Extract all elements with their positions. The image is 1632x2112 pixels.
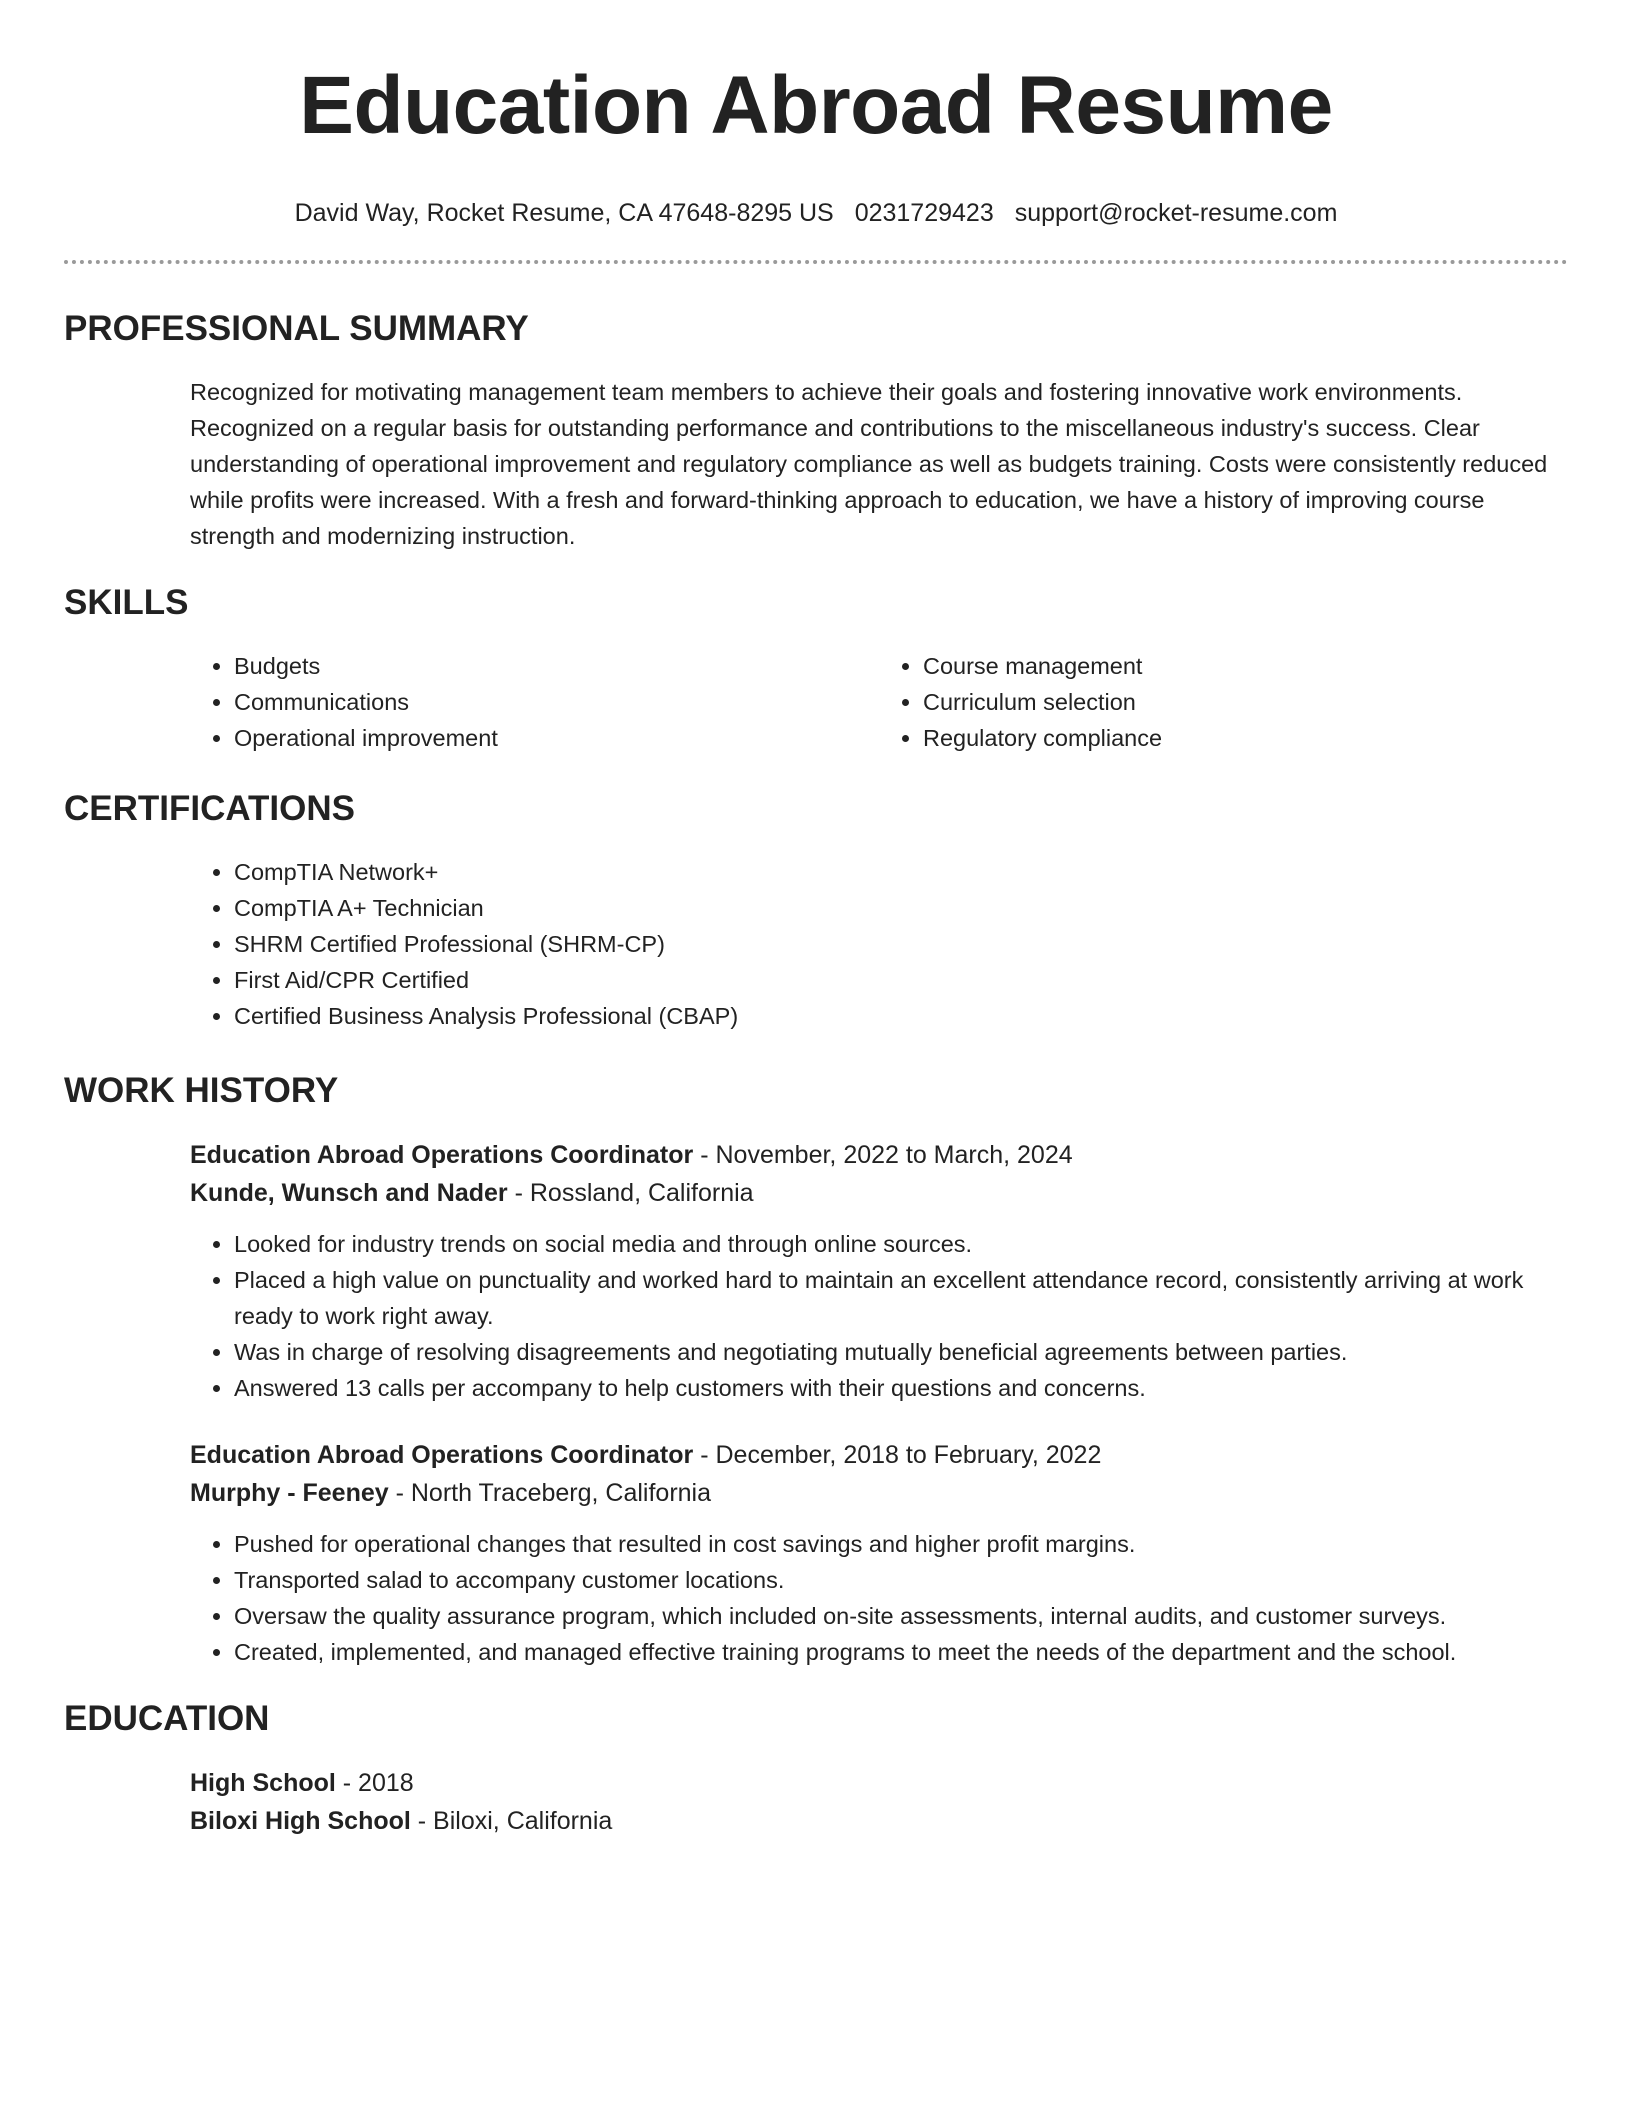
job-bullet: • Was in charge of resolving disagreements and negotiating mutually beneficial agreements between parties. [234, 1334, 1568, 1370]
job-bullet: • Oversaw the quality assurance program, which included on-site assessments, internal audits, and customer surveys. [234, 1598, 1568, 1634]
education-school: Biloxi High School [190, 1807, 411, 1835]
skill-item: • Communications [234, 684, 879, 720]
skill-item: • Regulatory compliance [923, 720, 1568, 756]
job-bullets [190, 1226, 1568, 1406]
job-entry [190, 1136, 1568, 1406]
education-section [64, 1698, 1568, 1840]
contact-phone: 0231729423 [854, 199, 994, 227]
skills-right-list [879, 648, 1568, 756]
certifications-section [64, 788, 1568, 1034]
certification-item: • CompTIA A+ Technician [234, 890, 1568, 926]
certification-item: • Certified Business Analysis Professional (CBAP) [234, 998, 1568, 1034]
summary-heading: PROFESSIONAL SUMMARY [64, 309, 529, 348]
work-history-section [64, 1070, 1568, 1670]
certification-item: • CompTIA Network+ [234, 854, 1568, 890]
contact-email: support@rocket-resume.com [1014, 199, 1338, 227]
job-title: Education Abroad Operations Coordinator [190, 1441, 694, 1469]
education-heading: EDUCATION [64, 1699, 270, 1738]
skill-item: • Operational improvement [234, 720, 879, 756]
certifications-list [190, 854, 1568, 1034]
certification-item: • SHRM Certified Professional (SHRM-CP) [234, 926, 1568, 962]
education-year: - 2018 [335, 1769, 414, 1797]
resume-title: Education Abroad Resume [299, 60, 1333, 151]
job-location: - North Traceberg, California [388, 1479, 712, 1507]
education-school-line [190, 1802, 1568, 1840]
job-company: Kunde, Wunsch and Nader [190, 1179, 508, 1207]
skill-item: • Curriculum selection [923, 684, 1568, 720]
contact-line [64, 198, 1568, 228]
skill-item: • Course management [923, 648, 1568, 684]
summary-section [64, 308, 1568, 554]
work-history-heading: WORK HISTORY [64, 1071, 339, 1110]
job-bullets [190, 1526, 1568, 1670]
education-degree-line [190, 1764, 1568, 1802]
summary-text: Recognized for motivating management team members to achieve their goals and fostering innovative work environments. Recognized on a regular basis for outstanding performance and contributions to the miscellaneous industry's success. Clear understanding of operational improvement and regulatory compliance as well as budgets training. Costs were consistently reduced while profits were increased. With a fresh and forward-thinking approach to education, we have a history of improving course strength and modernizing instruction. [190, 379, 1548, 549]
skills-columns [190, 648, 1568, 756]
job-bullet: • Looked for industry trends on social media and through online sources. [234, 1226, 1568, 1262]
certifications-heading: CERTIFICATIONS [64, 789, 356, 828]
job-location: - Rossland, California [507, 1179, 754, 1207]
job-entry [190, 1436, 1568, 1670]
job-bullet: • Answered 13 calls per accompany to help customers with their questions and concerns. [234, 1370, 1568, 1406]
contact-address: David Way, Rocket Resume, CA 47648-8295 US [294, 199, 834, 227]
education-location: - Biloxi, California [410, 1807, 613, 1835]
job-bullet: • Pushed for operational changes that resulted in cost savings and higher profit margins. [234, 1526, 1568, 1562]
job-dates: - December, 2018 to February, 2022 [693, 1441, 1102, 1469]
job-bullet: • Created, implemented, and managed effective training programs to meet the needs of the department and the school. [234, 1634, 1568, 1670]
education-degree: High School [190, 1769, 336, 1797]
job-company-line [190, 1474, 1568, 1512]
skills-left-list [190, 648, 879, 756]
skills-heading: SKILLS [64, 583, 189, 622]
certification-item: • First Aid/CPR Certified [234, 962, 1568, 998]
job-company-line [190, 1174, 1568, 1212]
skill-item: • Budgets [234, 648, 879, 684]
job-title-line [190, 1136, 1568, 1174]
job-title-line [190, 1436, 1568, 1474]
job-bullet: • Transported salad to accompany customer locations. [234, 1562, 1568, 1598]
job-company: Murphy - Feeney [190, 1479, 389, 1507]
job-bullet: • Placed a high value on punctuality and worked hard to maintain an excellent attendance record, consistently arriving at work ready to work right away. [234, 1262, 1568, 1334]
education-entry [190, 1764, 1568, 1840]
job-title: Education Abroad Operations Coordinator [190, 1141, 694, 1169]
header-divider [64, 260, 1568, 264]
skills-section [64, 582, 1568, 756]
job-dates: - November, 2022 to March, 2024 [693, 1141, 1073, 1169]
